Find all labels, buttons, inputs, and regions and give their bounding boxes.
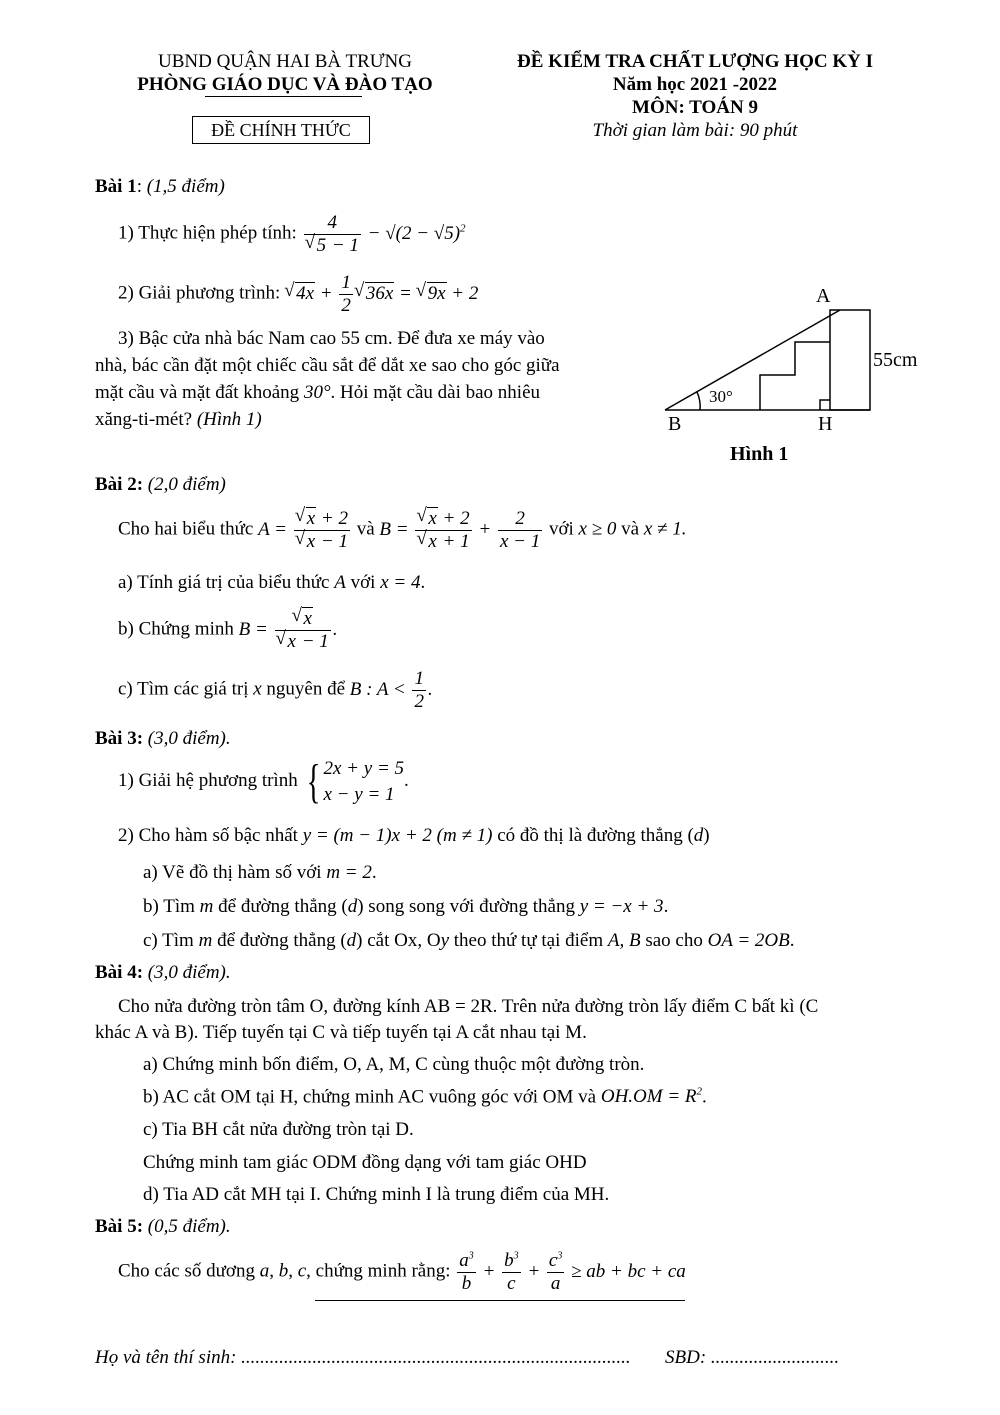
bai4-heading [95,962,231,985]
and-word-2: và [621,518,640,540]
bai2-c-text: c) Tìm các giá trị [118,678,249,700]
bai2-b-text: b) Chứng minh [118,618,234,640]
bai1-q3-l2: nhà, bác cần đặt một chiếc cầu sắt để dắt xe sao cho góc giữa [95,355,560,376]
bai5-text2: , chứng minh rằng: [306,1260,451,1282]
expr-B-simplified: B = √ x √ x − 1 . [239,619,338,640]
bai2-a-with: với [350,572,376,593]
district-name: UBND QUẬN HAI BÀ TRƯNG [157,51,412,72]
bai3-qc-text3: cắt Ox, O [367,930,441,951]
bai2-c: c) Tìm các giá trị x nguyên để B : A < $\frac{1}{2}$ . [118,668,433,712]
bai3-qc-text2: để đường thẳng [217,930,336,951]
bai1-q1 [118,212,466,257]
angle-value: 30° [303,382,331,403]
bai1-q3-l3 [95,382,540,405]
bai2-a: a) Tính giá trị của biểu thức A với x = 4. [118,572,426,593]
department-name: PHÒNG GIÁO DỤC VÀ ĐÀO TẠO [137,74,433,95]
bai4-points: (3,0 điểm). [147,962,231,983]
bai2-points: (2,0 điểm) [147,474,226,495]
label-B: B [668,413,682,435]
candidate-sbd: SBD: ........................... [665,1347,840,1368]
bai1-q2 [118,272,478,317]
bai1-title: Bài 1 [95,176,137,197]
bai4-a: a) Chứng minh bốn điểm, O, A, M, C cùng thuộc một đường tròn. [143,1054,645,1075]
and-word: và [356,518,375,540]
bai3-qa-text: a) Vẽ đồ thị hàm số với [143,862,322,883]
bai3-q2: 2) Cho hàm số bậc nhất y = (m − 1)x + 2 (m ≠ 1) có đồ thị là đường thẳng (d) [118,825,710,846]
label-A: A [816,285,831,307]
equation-system: 2x + y = 5 x − y = 1 [323,758,405,805]
bai5-text: Cho các số dương [118,1260,255,1282]
bai1-q3-l3b: . Hỏi mặt cầu dài bao nhiêu [330,382,541,403]
condition-2: x ≠ 1. [643,518,687,540]
bai3-qc-text5: sao cho [645,930,703,951]
bai2-title: Bài 2: [95,474,144,495]
bai1-heading: Bài 1: (1,5 điểm) [95,176,225,197]
bai1-q3-l4 [95,409,262,432]
bai4-c1: c) Tia BH cắt nửa đường tròn tại D. [143,1119,414,1140]
bai1-q3-l3a: mặt cầu và mặt đất khoảng [95,382,300,403]
formula-sqrt: − $√(2 - √5)^2$ [367,222,466,244]
bai4-b: b) AC cắt OM tại H, chứng minh AC vuông góc với OM và $OH.OM = R^2$. [143,1086,707,1108]
school-year: Năm học 2021 -2022 [612,74,778,95]
equation: √ 4x + $\frac{1}{2}$ √ 36x = √ 9x + 2 [285,283,478,304]
subject: MÔN: TOÁN 9 [632,97,758,118]
inequality-5: $\frac{a^3}{b}$ + $\frac{b^3}{c}$ + $\frac{c^3}{a}$ ≥ ab + bc + ca [459,1250,686,1294]
bai3-qb-text2: để đường thẳng [218,896,337,917]
right-angle-mark [820,400,830,410]
bai2-intro [118,508,686,553]
bai3-q1: 1) Giải hệ phương trình { 2x + y = 5 x − y = 1 . [118,754,409,808]
condition: x ≥ 0 [578,518,617,540]
bai1-q1-text: 1) Thực hiện phép tính: [118,222,297,244]
tall-step [830,310,870,410]
bai4-b-text: b) AC cắt OM tại H, chứng minh AC vuông góc với OM và [143,1086,597,1108]
figure-ref: (Hình 1) [196,409,262,430]
exam-title: ĐỀ KIỂM TRA CHẤT LƯỢNG HỌC KỲ I [517,51,873,72]
bai3-qc-text: c) Tìm [143,930,194,951]
angle-arc [697,392,700,410]
bai2-intro-text: Cho hai biểu thức [118,518,254,540]
bai2-heading [95,474,226,497]
bai3-q1-text: 1) Giải hệ phương trình [118,770,298,791]
expr-B: B = √ x + 2 √ x + 1 + $\frac{2}{x - 1}$ [379,519,544,540]
bai3-points: (3,0 điểm). [147,728,231,749]
bai1-q3-l1: 3) Bậc cửa nhà bác Nam cao 55 cm. Để đưa xe máy vào [118,328,545,349]
inequality: B : A < $\frac{1}{2}$ . [349,668,433,712]
bai3-qc-text4: theo thứ tự tại điểm [453,930,604,951]
figure-1 [660,280,930,470]
bai3-q2-text: 2) Cho hàm số bậc nhất [118,825,298,846]
bai1-q2-text: 2) Giải phương trình: [118,282,281,304]
candidate-name: Họ và tên thí sinh: .................................................................................. [95,1347,631,1368]
expr-A: A = √ x + 2 √ x − 1 [258,519,352,540]
figure-caption: Hình 1 [730,443,789,465]
cond-word: với [548,518,574,540]
bai1-q3-l4a: xăng-ti-mét? [95,409,193,430]
official-badge: ĐỀ CHÍNH THỨC [192,116,370,144]
system-brace: { [307,754,321,808]
bai4-title: Bài 4: [95,962,144,983]
bai5-title: Bài 5: [95,1216,144,1237]
ramp-line [665,310,840,410]
bai3-qb-text: b) Tìm [143,896,195,917]
header-underline [205,96,362,97]
bai3-q2-text2: có đồ thị là đường thẳng [497,825,683,846]
bai1-points: (1,5 điểm) [146,176,225,197]
bai3-title: Bài 3: [95,728,144,749]
bai2-b [118,608,338,653]
bai4-c2: Chứng minh tam giác ODM đồng dạng với tam giác OHD [143,1152,587,1173]
bai4-l2: khác A và B). Tiếp tuyến tại C và tiếp tuyến tại A cắt nhau tại M. [95,1022,587,1043]
bai5-heading [95,1216,231,1239]
oh-om-formula: $OH.OM = R^2$ [600,1086,703,1108]
bai3-qb-text3: song song với đường thẳng [368,896,575,917]
duration: Thời gian làm bài: 90 phút [592,120,798,141]
bai3-qc: c) Tìm m để đường thẳng (d) cắt Ox, Oy theo thứ tự tại điểm A, B sao cho OA = 2OB. [143,930,795,951]
header-left [130,50,440,96]
header-right [485,50,905,143]
height-label: 55cm [873,349,918,371]
label-H: H [818,413,833,435]
bai5-points: (0,5 điểm). [147,1216,231,1237]
angle-label: 30° [709,387,733,406]
bai3-heading [95,728,231,751]
bai4-l1: Cho nửa đường tròn tâm O, đường kính AB = 2R. Trên nửa đường tròn lấy điểm C bất kì (C [118,996,819,1017]
bai2-a-text: a) Tính giá trị của biểu thức [118,572,330,593]
bai4-d: d) Tia AD cắt MH tại I. Chứng minh I là trung điểm của MH. [143,1184,610,1205]
bai2-c-text2: nguyên để [266,678,346,700]
bai5-statement: Cho các số dương a, b, c, chứng minh rằng: $\frac{a^3}{b}$ + $\frac{b^3}{c}$ + $\frac{c^3}{a}$ ≥ ab + bc + ca [118,1250,686,1294]
linear-function: y = (m − 1)x + 2 (m ≠ 1) [302,825,493,846]
bai3-qa: a) Vẽ đồ thị hàm số với m = 2. [143,862,377,883]
formula-fraction: 4 √ 5 − 1 [304,212,361,257]
end-rule [315,1300,685,1301]
bai3-qb: b) Tìm m để đường thẳng (d) song song với đường thẳng y = −x + 3. [143,896,669,917]
